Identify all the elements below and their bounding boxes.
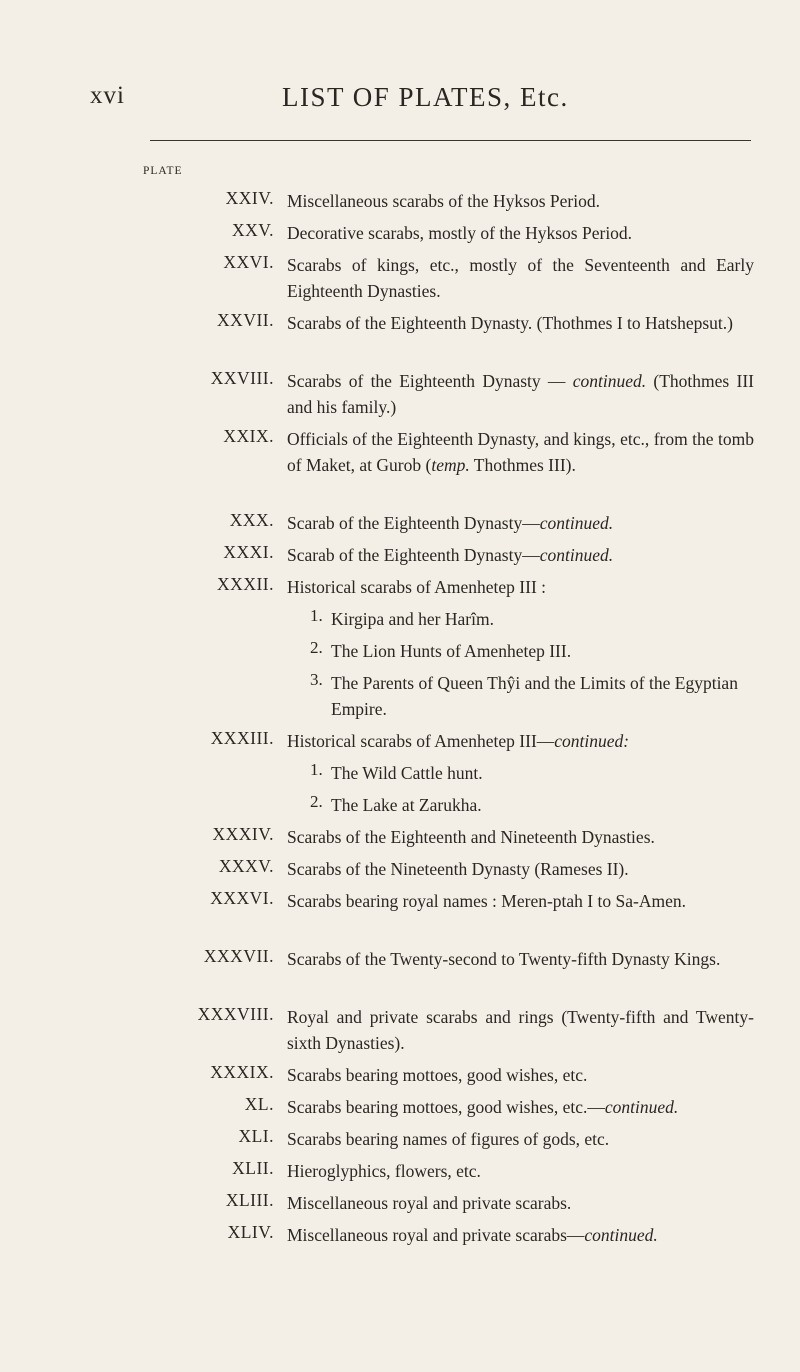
sub-item-number: 1. [310,606,323,625]
plate-description [287,728,754,754]
plate-entry [0,310,800,368]
plate-numeral: XXXI. [223,542,274,562]
description-text: Scarabs bearing mottoes, good wishes, etc.— [287,1097,605,1117]
plate-description [287,542,754,568]
running-head: LIST OF PLATES, Etc. [282,82,569,112]
plate-entry [0,188,800,220]
plate-entry [0,1158,800,1190]
plate-entry [0,946,800,1004]
plate-numeral: XLII. [232,1158,274,1178]
continued-note: continued. [584,1225,658,1245]
plate-numeral: XLIV. [227,1222,274,1242]
sub-item-text: The Parents of Queen Thŷi and the Limits of the Egyptian Empire. [331,673,738,719]
plate-description: Royal and private scarabs and rings (Twenty-fifth and Twenty-sixth Dynasties). [287,1007,754,1053]
plate-numeral: XXXIV. [212,824,274,844]
description-text: Miscellaneous royal and private scarabs— [287,1225,585,1245]
sub-item [0,760,800,792]
continued-note: continued: [554,731,630,751]
plate-numeral: XXXII. [217,574,274,594]
plate-numeral: XXXVI. [210,888,274,908]
plate-entry [0,888,800,946]
continued-note: continued. [572,371,647,391]
plate-entry [0,220,800,252]
plate-numeral: XLIII. [225,1190,274,1210]
sub-item-number: 1. [310,760,323,779]
plate-description [287,426,754,478]
plate-entry [0,1222,800,1254]
plate-entry [0,542,800,574]
plate-description: Miscellaneous royal and private scarabs. [287,1193,572,1213]
page-number: xvi [90,82,125,109]
plate-description: Scarabs of the Nineteenth Dynasty (Rameses II). [287,859,629,879]
sub-item [0,670,800,728]
plate-numeral: XXIX. [223,426,274,446]
sub-item-text: The Lion Hunts of Amenhetep III. [331,641,572,661]
plate-entry [0,510,800,542]
plate-description: Scarabs bearing royal names : Meren-ptah I to Sa-Amen. [287,891,686,911]
description-text: Thothmes III). [469,455,576,475]
plate-description: Scarabs of kings, etc., mostly of the Seventeenth and Early Eighteenth Dynasties. [287,255,754,301]
description-text: Officials of the Eighteenth Dynasty, and kings, etc., from the tomb of Maket, at Gurob ( [287,429,754,475]
plate-entry [0,1190,800,1222]
plate-description: Scarabs of the Twenty-second to Twenty-fifth Dynasty Kings. [287,949,721,969]
sub-item [0,792,800,824]
plate-entry [0,1126,800,1158]
plate-numeral: XXXIX. [210,1062,274,1082]
sub-item [0,606,800,638]
plate-numeral: XXVI. [223,252,274,272]
plate-entry [0,252,800,310]
plate-description: Hieroglyphics, flowers, etc. [287,1161,481,1181]
sub-item-text: The Lake at Zarukha. [331,795,482,815]
plate-description: Scarabs of the Eighteenth Dynasty. (Thothmes I to Hatshepsut.) [287,313,733,333]
sub-item-number: 2. [310,792,323,811]
plate-numeral: XXXV. [218,856,274,876]
plate-description [287,1222,754,1248]
sub-item-text: Kirgipa and her Harîm. [331,609,494,629]
header-rule [150,140,751,141]
plate-numeral: XXXVIII. [197,1004,274,1024]
plate-description [287,510,754,536]
plate-list [0,188,800,1254]
plate-entry [0,574,800,606]
description-text: (Thothmes III and his family.) [287,371,754,417]
plate-entry [0,1094,800,1126]
plate-numeral: XLI. [238,1126,274,1146]
plate-numeral: XL. [244,1094,274,1114]
plate-description: Scarabs bearing names of figures of gods, etc. [287,1129,610,1149]
continued-note: continued. [539,545,614,565]
plate-description [287,1094,754,1120]
plate-description: Miscellaneous scarabs of the Hyksos Period. [287,191,600,211]
plate-numeral: XXXIII. [210,728,274,748]
description-text: Scarab of the Eighteenth Dynasty— [287,545,540,565]
description-text: Scarabs of the Eighteenth Dynasty — [287,371,573,391]
plate-entry [0,856,800,888]
plate-description: Historical scarabs of Amenhetep III : [287,577,547,597]
plate-entry [0,1004,800,1062]
continued-note: continued. [539,513,614,533]
plate-numeral: XXXVII. [203,946,274,966]
sub-item-number: 3. [310,670,323,689]
sub-item-number: 2. [310,638,323,657]
plate-entry [0,728,800,760]
plate-description [287,368,754,420]
plate-entry [0,1062,800,1094]
continued-note: continued. [604,1097,679,1117]
temp-note: temp. [431,455,470,475]
plate-numeral: XXVII. [217,310,274,330]
plate-description: Scarabs of the Eighteenth and Nineteenth Dynasties. [287,827,655,847]
plate-description: Decorative scarabs, mostly of the Hyksos Period. [287,223,633,243]
plate-numeral: XXX. [229,510,274,530]
plate-column-heading: PLATE [143,165,183,177]
sub-item-text: The Wild Cattle hunt. [331,763,483,783]
description-text: Historical scarabs of Amenhetep III— [287,731,555,751]
plate-description: Scarabs bearing mottoes, good wishes, etc. [287,1065,588,1085]
plate-entry [0,426,800,510]
plate-numeral: XXVIII. [210,368,274,388]
description-text: Scarab of the Eighteenth Dynasty— [287,513,540,533]
plate-entry [0,368,800,426]
plate-entry [0,824,800,856]
sub-item [0,638,800,670]
plate-numeral: XXV. [231,220,274,240]
plate-numeral: XXIV. [225,188,274,208]
